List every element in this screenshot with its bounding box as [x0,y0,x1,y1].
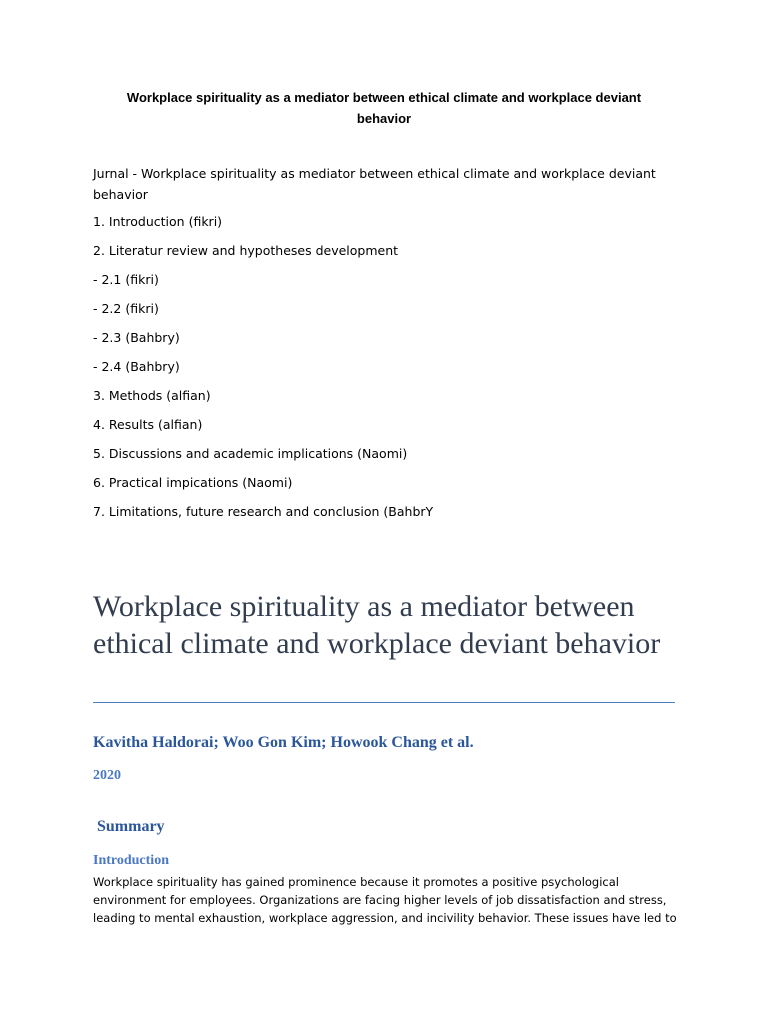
outline-item: 2. Literatur review and hypotheses development [93,243,399,258]
introduction-paragraph: Workplace spirituality has gained prominence because it promotes a positive psychological environment for employees. Organizations are facing higher levels of job dissatisfaction and stress, leading to mental exhaustion, workplace aggression, and incivility behavior. These issues have led to [93,875,677,925]
introduction-heading: Introduction [93,853,169,868]
outline-item: - 2.3 (Bahbry) [93,330,180,345]
document-header-title: Workplace spirituality as a mediator between ethical climate and workplace deviant behavior [126,90,642,126]
section-outline [93,211,433,530]
outline-item: 3. Methods (alfian) [93,388,211,403]
outline-item: - 2.2 (fikri) [93,301,159,316]
journal-line: Jurnal - Workplace spirituality as mediator between ethical climate and workplace deviant behavior [93,166,656,202]
outline-item: - 2.1 (fikri) [93,272,159,287]
main-title: Workplace spirituality as a mediator between ethical climate and workplace deviant behavior [93,590,661,660]
outline-item: 6. Practical impications (Naomi) [93,475,293,490]
outline-item: 7. Limitations, future research and conclusion (BahbrY [93,504,434,519]
outline-item: 5. Discussions and academic implications (Naomi) [93,446,408,461]
summary-heading: Summary [97,818,165,835]
title-divider [93,702,675,703]
outline-item: - 2.4 (Bahbry) [93,359,180,374]
authors: Kavitha Haldorai; Woo Gon Kim; Howook Chang et al. [93,734,474,751]
outline-item: 4. Results (alfian) [93,417,203,432]
publication-year: 2020 [93,768,121,783]
outline-item: 1. Introduction (fikri) [93,214,223,229]
